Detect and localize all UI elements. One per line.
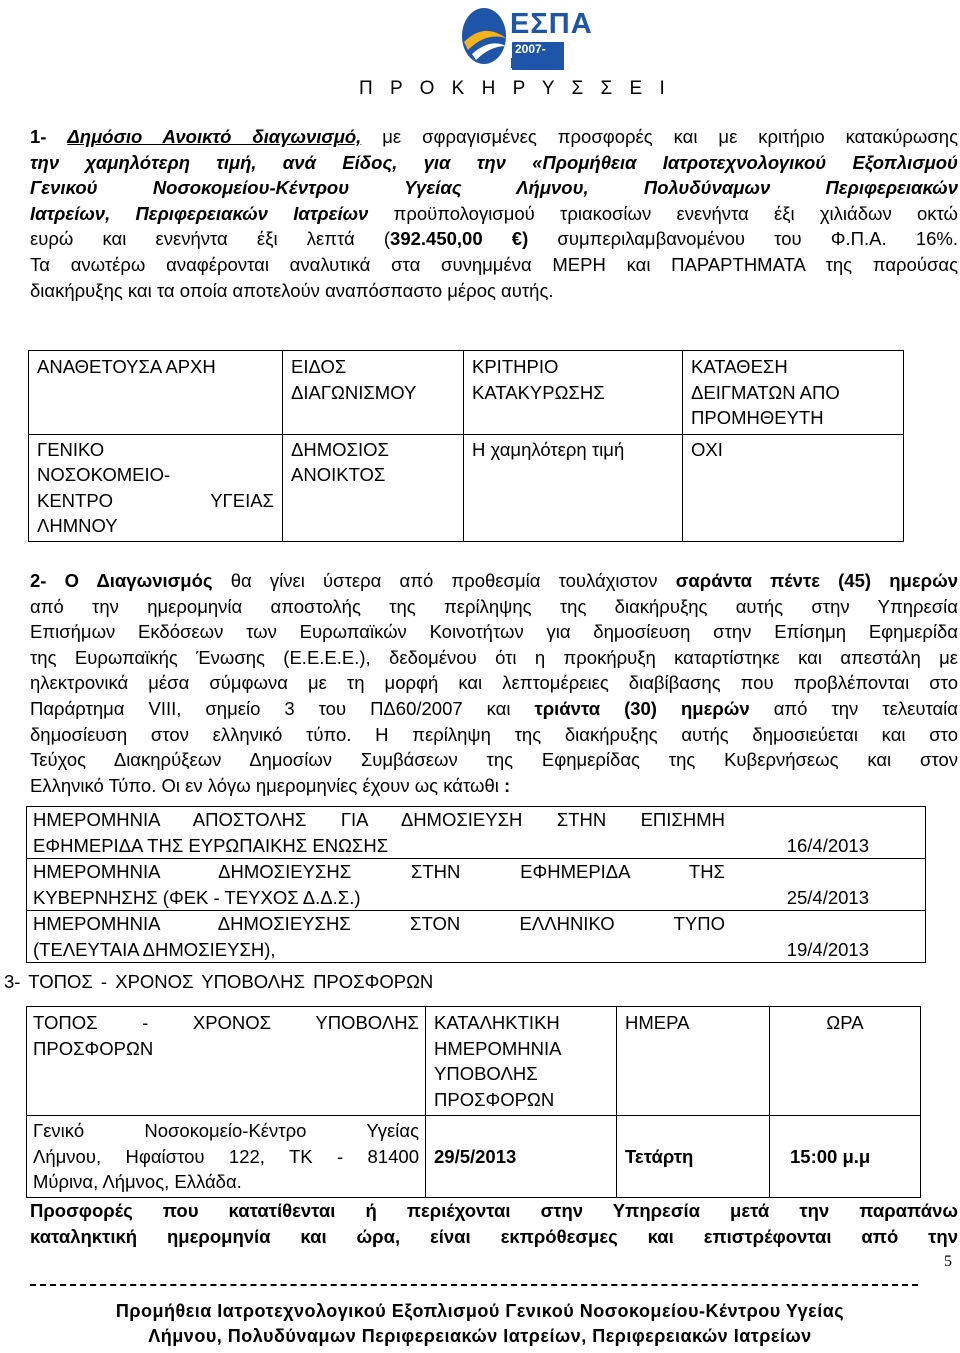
espa-logo-years: 2007- [512,42,564,70]
header-text: ΠΡΟΣΦΟΡΩΝ [434,1088,555,1110]
date-label: ΗΜΕΡΟΜΗΝΙΑ ΑΠΟΣΤΟΛΗΣ ΓΙΑ ΔΗΜΟΣΙΕΥΣΗ ΣΤΗΝ ΕΠΙΣΗΜΗ [33,809,725,830]
cell-text: ΝΟΣΟΚΟΜΕΙΟ- [37,464,171,485]
cell-text: Λήμνου, Ηφαίστου 122, ΤΚ - 81400 [33,1145,419,1167]
text-line: Τα ανωτέρω αναφέρονται αναλυτικά στα συνημμένα ΜΕΡΗ και ΠΑΡΑΡΤΗΜΑΤΑ της παρούσας [30,253,958,275]
espa-logo [454,2,593,70]
text-line: διακήρυξης και τα οποία αποτελούν αναπόσπαστο μέρος αυτής. [30,279,554,301]
date-row-cell [27,911,926,963]
header-cell [29,351,283,435]
submission-table [26,1006,921,1198]
type-cell [283,434,464,541]
text-line: Τεύχος Διακηρύξεων Δημοσίων Συμβάσεων της Εφημερίδας της Κυβερνήσεως και στον [30,749,958,771]
emphasis-text: Ιατρείων, Περιφερειακών Ιατρείων [30,202,369,224]
header-text: ΤΟΠΟΣ - ΧΡΟΝΟΣ ΥΠΟΒΟΛΗΣ [33,1012,419,1033]
header-text: ΚΑΤΑΚΥΡΩΣΗΣ [472,381,605,403]
section-3-heading: 3- ΤΟΠΟΣ - ΧΡΟΝΟΣ ΥΠΟΒΟΛΗΣ ΠΡΟΣΦΟΡΩΝ [4,971,434,992]
emphasis-text: Δημόσιο Ανοικτό διαγωνισμό, [67,126,362,147]
header-text: ΠΡΟΣΦΟΡΩΝ [33,1037,154,1059]
section-1-paragraph [30,124,958,303]
emphasis-text: την χαμηλότερη τιμή, ανά Είδος, για την «Προμήθεια Ιατροτεχνολογικού Εξοπλισμού [30,151,958,173]
footer-divider [30,1284,918,1286]
text-line: Επισήμων Εκδόσεων των Ευρωπαϊκών Κοινοτήτων για δημοσίευση στην Επίσημη Εφημερίδα [30,621,958,643]
eu-flag-icon [511,58,561,68]
header-cell [27,1007,426,1116]
emphasis-text: Διαγωνισμός [96,570,213,591]
table-header-row [29,351,904,435]
section-2-paragraph [30,568,958,798]
text-line [30,201,958,227]
header-text: ΑΝΑΘΕΤΟΥΣΑ ΑΡΧΗ [37,356,216,377]
table-row [27,911,926,963]
authority-cell [29,434,283,541]
tender-summary-table [28,350,904,542]
emphasis-text: τριάντα (30) ημερών [534,697,750,719]
cell-text: ΟΧΙ [691,438,723,460]
header-text: ΗΜΕΡΑ [625,1012,690,1033]
text-span: με σφραγισμένες προσφορές και με κριτήριο κατακύρωσης [361,126,959,147]
text-line: της Ευρωπαϊκής Ένωσης (Ε.Ε.Ε.Ε.), δεδομένου ότι η προκήρυξη καταρτίστηκε και απεστάλη με [30,646,958,668]
text-line [30,568,958,594]
emphasis-text: : [503,774,511,796]
samples-cell [683,434,904,541]
text-span: Ελληνικό Τύπο. Οι εν λόγω ημερομηνίες έχουν ως κάτωθι [30,774,504,796]
text-line [30,150,958,176]
text-line: καταληκτική ημερομηνία και ώρα, είναι εκπρόθεσμες και επιστρέφονται από την [30,1225,958,1247]
criterion-cell [464,434,683,541]
header-cell [464,351,683,435]
header-text: ΚΑΤΑΛΗΚΤΙΚΗ [434,1012,560,1033]
cell-text: ΓΕΝΙΚΟ [37,438,105,460]
text-span: θα γίνει ύστερα από προθεσμία τουλάχιστον [212,570,676,591]
cell-text: ΥΓΕΙΑΣ [210,489,274,511]
date-label: ΗΜΕΡΟΜΗΝΙΑ ΔΗΜΟΣΙΕΥΣΗΣ ΣΤΗΝ ΕΦΗΜΕΡΙΔΑ ΤΗΣ [33,861,725,882]
closing-paragraph [30,1198,958,1249]
deadline-time-cell [770,1116,921,1198]
header-text: ΕΙΔΟΣ [291,356,347,377]
text-line [30,124,958,150]
place-cell [27,1116,426,1198]
date-row-cell [27,859,926,911]
text-span: ευρώ και ενενήντα έξι λεπτά ( [30,228,391,250]
section-number: 2- Ο [30,570,97,591]
table-row [27,859,926,911]
cell-text: Η χαμηλότερη τιμή [472,438,625,460]
cell-text: 29/5/2013 [434,1145,517,1167]
header-cell [617,1007,770,1116]
text-line: Προσφορές που κατατίθενται ή περιέχονται στην Υπηρεσία μετά την παραπάνω [30,1200,958,1221]
emphasis-text: Γενικού Νοσοκομείου-Κέντρου Υγείας Λήμνου, Πολυδύναμων Περιφερειακών [30,177,958,199]
cell-text: ΛΗΜΝΟΥ [37,515,118,536]
text-span: συμπεριλαμβανομένου του Φ.Π.Α. 16%. [528,228,958,250]
footer-line-2: Λήμνου, Πολυδύναμων Περιφερειακών Ιατρείων, Περιφερειακών Ιατρείων [148,1326,812,1346]
header-text: ΚΡΙΤΗΡΙΟ [472,356,559,377]
cell-text: Μύρινα, Λήμνος, Ελλάδα. [33,1171,242,1192]
header-cell [683,351,904,435]
date-label: (ΤΕΛΕΥΤΑΙΑ ΔΗΜΟΣΙΕΥΣΗ), [33,938,276,960]
text-line: από την ημερομηνία αποστολής της περίληψης της διακήρυξης αυτής στην Υπηρεσία [30,595,958,617]
header-cell [283,351,464,435]
table-row [29,434,904,541]
date-label: ΚΥΒΕΡΝΗΣΗΣ (ΦΕΚ - ΤΕΥΧΟΣ Δ.Δ.Σ.) [33,886,361,908]
text-line [30,226,958,252]
espa-emblem-icon [454,2,510,66]
footer-line-1: Προμήθεια Ιατροτεχνολογικού Εξοπλισμού Γενικού Νοσοκομείου-Κέντρου Υγείας [115,1301,845,1321]
header-text: ΠΡΟΜΗΘΕΥΤΗ [691,407,824,428]
date-label: ΗΜΕΡΟΜΗΝΙΑ ΔΗΜΟΣΙΕΥΣΗΣ ΣΤΟΝ ΕΛΛΗΝΙΚΟ ΤΥΠΟ [33,913,725,934]
header-text: ΗΜΕΡΟΜΗΝΙΑ [434,1037,562,1059]
header-text: ΥΠΟΒΟΛΗΣ [434,1063,538,1084]
document-title: Π Ρ Ο Κ Η Ρ Υ Σ Σ Ε Ι [359,78,671,99]
date-value: 25/4/2013 [786,886,869,908]
publication-dates-table [26,806,926,963]
cell-text: Γενικό Νοσοκομείο-Κέντρο Υγείας [33,1120,419,1141]
cell-text: 15:00 μ.μ [790,1145,871,1167]
header-text: ΔΕΙΓΜΑΤΩΝ ΑΠΟ [691,381,840,403]
date-value: 16/4/2013 [786,834,869,856]
text-span: προϋπολογισμού τριακοσίων ενενήντα έξι χιλιάδων οκτώ [368,202,958,224]
header-text: ΔΙΑΓΩΝΙΣΜΟΥ [291,381,417,403]
espa-logo-name: ΕΣΠΑ [510,8,593,40]
text-line [30,773,958,799]
text-line: ηλεκτρονικά μέσα σύμφωνα με τη μορφή και λεπτομέρειες διαβίβασης που προβλέπονται στο [30,672,958,694]
table-row [27,1116,921,1198]
deadline-date-cell [426,1116,617,1198]
cell-text: ΑΝΟΙΚΤΟΣ [291,464,386,485]
text-span: Παράρτημα VIII, σημείο 3 του ΠΔ60/2007 και [30,697,535,719]
date-label: ΕΦΗΜΕΡΙΔΑ ΤΗΣ ΕΥΡΩΠΑΙΚΗΣ ΕΝΩΣΗΣ [33,834,389,856]
deadline-day-cell [617,1116,770,1198]
table-row [27,807,926,859]
text-line [30,175,958,201]
budget-amount: 392.450,00 €) [390,228,529,250]
text-span: από την τελευταία [749,697,958,719]
cell-text: Τετάρτη [625,1145,694,1167]
header-text: ΩΡΑ [826,1012,864,1033]
date-row-cell [27,807,926,859]
page-number: 5 [944,1253,952,1270]
cell-text: ΚΕΝΤΡΟ [37,489,114,511]
text-line: δημοσίευση στον ελληνικό τύπο. Η περίληψη της διακήρυξης αυτής δημοσιεύεται και στο [30,723,958,745]
section-number: 1- [30,126,68,147]
cell-text: ΔΗΜΟΣΙΟΣ [291,438,389,460]
text-line [30,696,958,722]
date-value: 19/4/2013 [786,938,869,960]
header-text: ΚΑΤΑΘΕΣΗ [691,356,788,377]
emphasis-text: σαράντα πέντε (45) ημερών [675,570,958,591]
header-cell [770,1007,921,1116]
header-cell [426,1007,617,1116]
table-header-row [27,1007,921,1116]
